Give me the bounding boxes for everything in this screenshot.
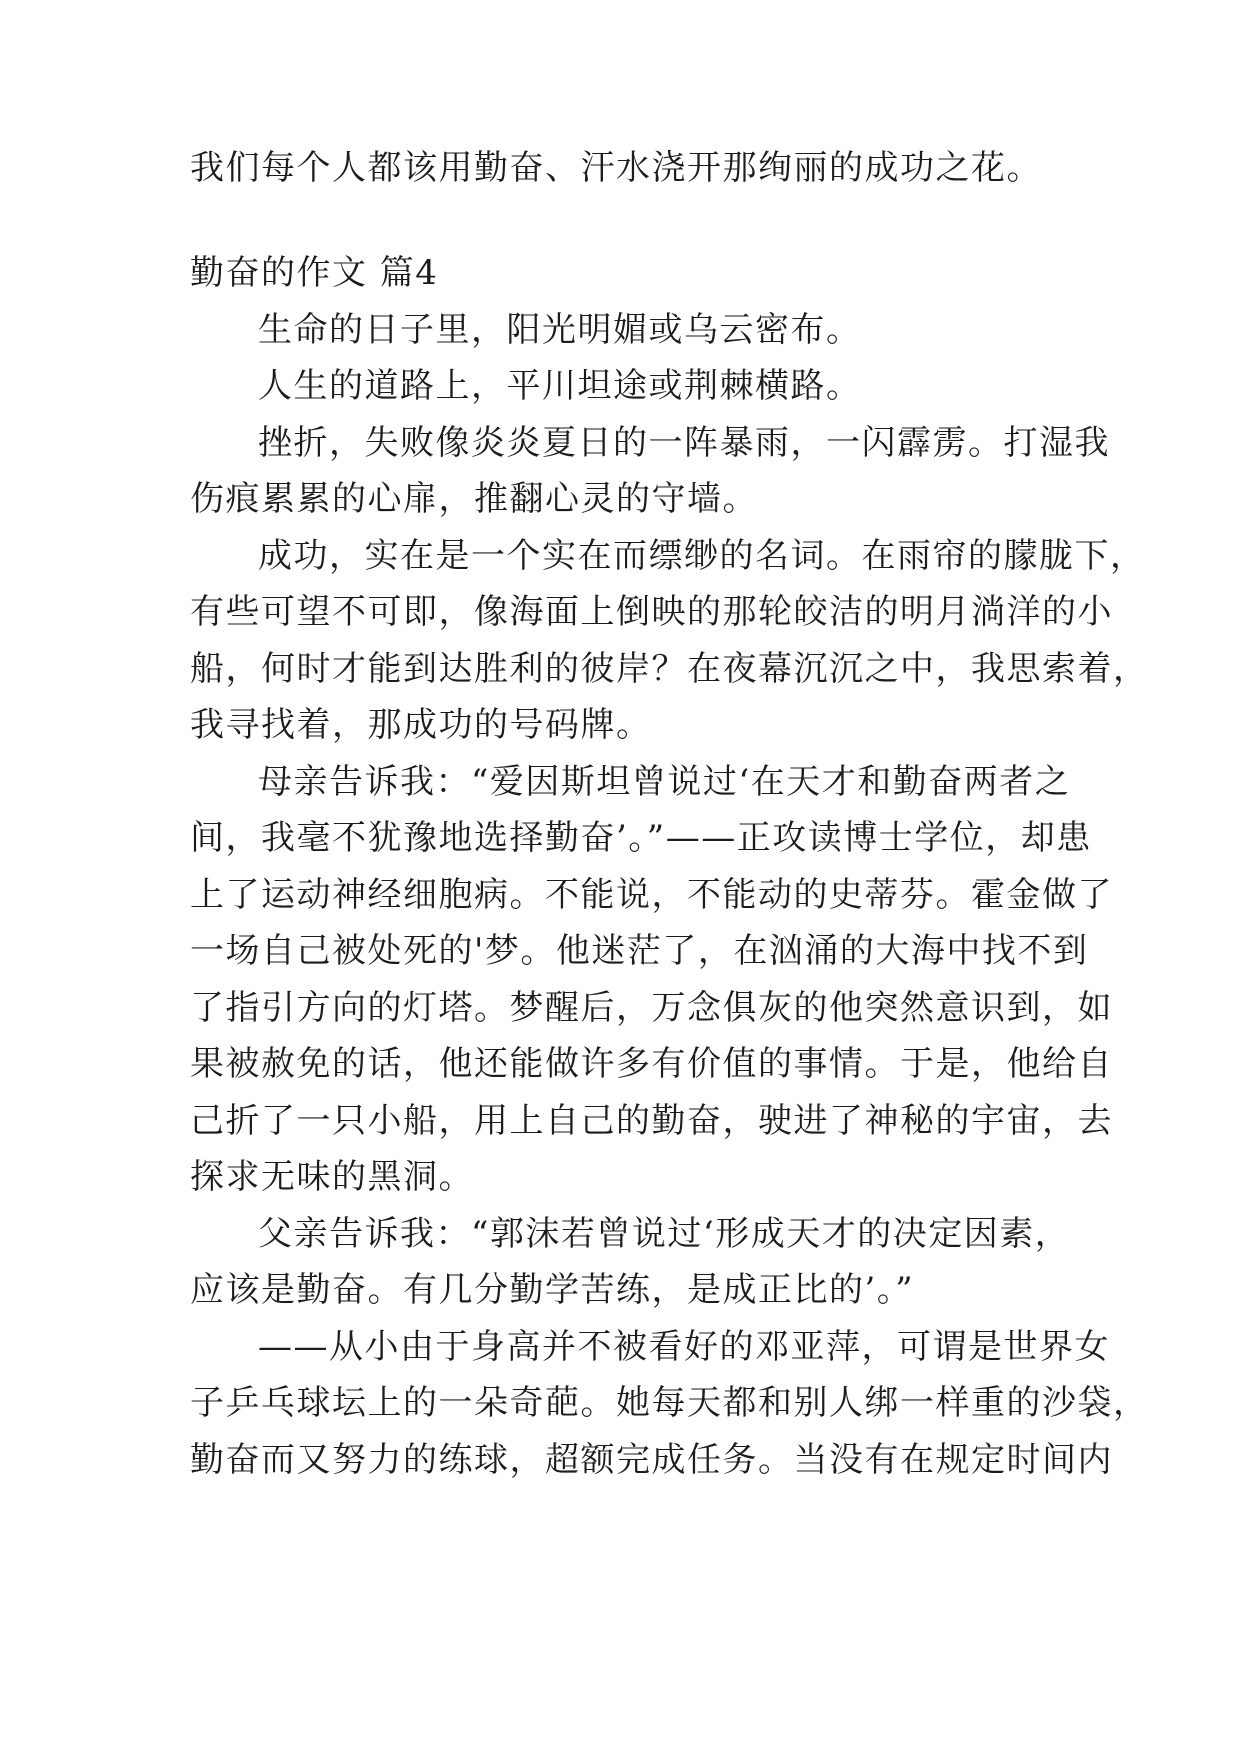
paragraph-line: 了指引方向的灯塔。梦醒后，万念俱灰的他突然意识到，如: [190, 988, 1113, 1028]
paragraph-line: 子乒乓球坛上的一朵奇葩。她每天都和别人绑一样重的沙袋，: [190, 1383, 1149, 1423]
paragraph-line: 我们每个人都该用勤奋、汗水浇开那绚丽的成功之花。: [190, 148, 1042, 188]
paragraph-line: 上了运动神经细胞病。不能说，不能动的史蒂芬。霍金做了: [190, 875, 1113, 915]
paragraph-line: 父亲告诉我：“郭沫若曾说过‘形成天才的决定因素，: [258, 1214, 1071, 1254]
paragraph-line: 母亲告诉我：“爱因斯坦曾说过‘在天才和勤奋两者之: [258, 762, 1071, 802]
paragraph-line: ——从小由于身高并不被看好的邓亚萍，可谓是世界女: [258, 1327, 1110, 1367]
paragraph-line: 成功，实在是一个实在而缥缈的名词。在雨帘的朦胧下，: [258, 536, 1146, 576]
paragraph-line: 果被赦免的话，他还能做许多有价值的事情。于是，他给自: [190, 1044, 1113, 1084]
paragraph-line: 间，我毫不犹豫地选择勤奋’。”——正攻读博士学位，却患: [190, 818, 1092, 858]
paragraph-line: 挫折，失败像炎炎夏日的一阵暴雨，一闪霹雳。打湿我: [258, 423, 1110, 463]
paragraph-line: 有些可望不可即，像海面上倒映的那轮皎洁的明月淌洋的小: [190, 592, 1113, 632]
paragraph-line: 应该是勤奋。有几分勤学苦练，是成正比的’。”: [190, 1270, 915, 1310]
paragraph-line: 己折了一只小船，用上自己的勤奋，驶进了神秘的宇宙，去: [190, 1101, 1113, 1141]
paragraph-line: 生命的日子里，阳光明媚或乌云密布。: [258, 310, 862, 350]
paragraph-line: 一场自己被处死的'梦。他迷茫了，在汹涌的大海中找不到: [190, 931, 1089, 971]
paragraph-line: 人生的道路上，平川坦途或荆棘横路。: [258, 366, 862, 406]
section-heading: 勤奋的作文 篇4: [190, 253, 439, 293]
paragraph-line: 探求无味的黑洞。: [190, 1157, 474, 1197]
paragraph-line: 勤奋而又努力的练球，超额完成任务。当没有在规定时间内: [190, 1440, 1113, 1480]
paragraph-line: 船，何时才能到达胜利的彼岸？在夜幕沉沉之中，我思索着，: [190, 649, 1149, 689]
paragraph-line: 我寻找着，那成功的号码牌。: [190, 705, 652, 745]
paragraph-line: 伤痕累累的心扉，推翻心灵的守墙。: [190, 479, 758, 519]
